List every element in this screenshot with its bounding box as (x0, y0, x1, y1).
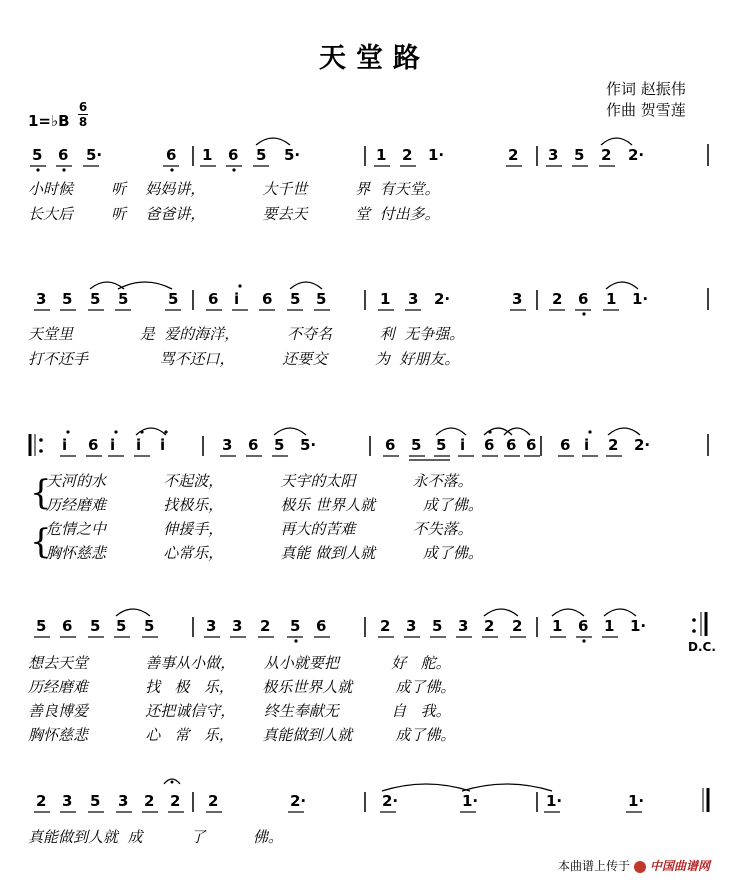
note: i (160, 436, 166, 454)
note: 6 (578, 617, 589, 635)
note: 1· (630, 617, 647, 635)
lyric-line: 小时候 听 妈妈讲， 大千世 界 有天堂。 (28, 180, 440, 198)
slur (436, 428, 466, 435)
lyric-line: 善良博爱 还把诚信守， 终生奉献无 自 我。 (28, 702, 451, 720)
repeat-dot (692, 618, 696, 622)
note: 6 (316, 617, 327, 635)
site-logo-icon (634, 861, 646, 873)
note: 2 (380, 617, 391, 635)
note: 5 (144, 617, 155, 635)
slur (504, 428, 530, 435)
slur (118, 282, 172, 289)
octave-dot-low (582, 639, 585, 642)
note: i (584, 436, 590, 454)
octave-dot-low (170, 168, 173, 171)
time-signature (78, 100, 88, 129)
note: 2 (402, 146, 413, 164)
note: 5 (36, 617, 47, 635)
note: i (136, 436, 142, 454)
slur (290, 282, 322, 289)
lyric-line: 危情之中 伸援手， 再大的苦难 不失落。 (46, 520, 473, 538)
note: 5 (62, 290, 73, 308)
octave-dot-high (66, 430, 69, 433)
note: 2 (601, 146, 612, 164)
slur (90, 282, 124, 289)
lyric-line: 历经磨难 找极乐， 极乐 世界人就 成了佛。 (46, 496, 483, 514)
note: 2· (628, 146, 645, 164)
note: i (110, 436, 116, 454)
slur (601, 138, 632, 145)
note: 5· (300, 436, 317, 454)
note: 1· (546, 792, 563, 810)
note: 1· (632, 290, 649, 308)
octave-dot-high (140, 430, 143, 433)
note: 2· (434, 290, 451, 308)
note: 5 (90, 792, 101, 810)
lyricist-credit: 作词 赵振伟 (606, 80, 686, 98)
note: 6 (208, 290, 219, 308)
song-title: 天堂路 (319, 43, 430, 74)
note: 6 (578, 290, 589, 308)
note: 5 (256, 146, 267, 164)
note: 2· (634, 436, 651, 454)
note: 2 (512, 617, 523, 635)
note: 3 (36, 290, 47, 308)
note: 5 (432, 617, 443, 635)
lyric-line: 真能做到人就 成 了 佛。 (28, 828, 283, 846)
note: 3 (458, 617, 469, 635)
lyric-line: 天堂里 是 爱的海洋， 不夺名 利 无争强。 (28, 325, 465, 343)
note: 1· (462, 792, 479, 810)
slur (604, 609, 636, 616)
fermata (164, 779, 180, 784)
composer-credit: 作曲 贺雪莲 (606, 101, 686, 119)
note: 5 (32, 146, 43, 164)
note: i (62, 436, 68, 454)
note: 5 (274, 436, 285, 454)
note: 3 (206, 617, 217, 635)
verse-brace: { (30, 522, 52, 562)
note: 6 (88, 436, 99, 454)
note: 5 (90, 290, 101, 308)
lyric-line: 天河的水 不起波， 天宇的太阳 永不落。 (46, 472, 473, 490)
note: 3 (62, 792, 73, 810)
da-capo-mark: D.C. (688, 640, 716, 654)
note: 2 (260, 617, 271, 635)
note: 6 (385, 436, 396, 454)
slur (484, 609, 518, 616)
slur (136, 428, 166, 435)
slur (462, 784, 552, 791)
octave-dot-low (582, 312, 585, 315)
slur (484, 428, 512, 435)
lyric-line: 打不还手 骂不还口， 还要交 为 好朋友。 (28, 350, 460, 368)
note: 5 (118, 290, 129, 308)
note: 5 (411, 436, 422, 454)
fermata-dot (171, 781, 174, 784)
note: 1 (376, 146, 387, 164)
note: 6 (248, 436, 259, 454)
note: 5 (290, 290, 301, 308)
slur (606, 282, 638, 289)
note: 2 (170, 792, 181, 810)
lyric-line: 长大后 听 爸爸讲， 要去天 堂 付出多。 (28, 205, 440, 223)
note: 2 (144, 792, 155, 810)
note: 1 (380, 290, 391, 308)
octave-dot-low (36, 168, 39, 171)
lyric-line: 想去天堂 善事从小做， 从小就要把 好 舵。 (28, 654, 451, 672)
note: 2 (508, 146, 519, 164)
note: 2· (382, 792, 399, 810)
lyric-line: 胸怀慈悲 心 常 乐， 真能做到人就 成了佛。 (28, 726, 456, 744)
lyric-line: 胸怀慈悲 心常乐， 真能 做到人就 成了佛。 (46, 544, 483, 562)
note: 6 (62, 617, 73, 635)
slur (608, 428, 640, 435)
footer-credit (558, 857, 710, 874)
octave-dot-low (62, 168, 65, 171)
note: 6 (262, 290, 273, 308)
note: 2 (608, 436, 619, 454)
note: 1 (604, 617, 615, 635)
slur (274, 428, 306, 435)
note: 6 (228, 146, 239, 164)
note: 3 (118, 792, 129, 810)
octave-dot-low (294, 639, 297, 642)
note: 5· (86, 146, 103, 164)
repeat-dot (692, 629, 696, 633)
note: 1 (606, 290, 617, 308)
note: 6 (560, 436, 571, 454)
octave-dot-high (164, 430, 167, 433)
slur (256, 138, 290, 145)
note: 5 (574, 146, 585, 164)
repeat-dot (39, 449, 43, 453)
note: 5 (290, 617, 301, 635)
note: 5 (316, 290, 327, 308)
time-denominator: 8 (78, 115, 88, 129)
note: 3 (408, 290, 419, 308)
note: 6 (58, 146, 69, 164)
note: 1 (552, 617, 563, 635)
note: 3 (222, 436, 233, 454)
note: 5· (284, 146, 301, 164)
note: i (460, 436, 466, 454)
note: 5 (90, 617, 101, 635)
verse-brace: { (30, 473, 52, 513)
slur (552, 609, 584, 616)
lyric-line: 历经磨难 找 极 乐， 极乐世界人就 成了佛。 (28, 678, 456, 696)
note: i (234, 290, 240, 308)
note: 1· (628, 792, 645, 810)
note: 3 (548, 146, 559, 164)
note: 1 (202, 146, 213, 164)
note: 5 (116, 617, 127, 635)
octave-dot-low (232, 168, 235, 171)
octave-dot-high (238, 284, 241, 287)
note: 2· (290, 792, 307, 810)
key-signature: 1=♭B (28, 112, 70, 130)
note: 6 (526, 436, 537, 454)
footer-brand: 中国曲谱网 (650, 859, 711, 873)
note: 2 (208, 792, 219, 810)
octave-dot-high (488, 430, 491, 433)
note: 2 (552, 290, 563, 308)
note: 6 (484, 436, 495, 454)
note: 1· (428, 146, 445, 164)
note: 6 (166, 146, 177, 164)
repeat-dot (39, 438, 43, 442)
note: 3 (232, 617, 243, 635)
footer-text: 本曲谱上传于 (558, 859, 631, 873)
note: 6 (506, 436, 517, 454)
note: 3 (406, 617, 417, 635)
note: 5 (436, 436, 447, 454)
note: 3 (512, 290, 523, 308)
note: 5 (168, 290, 179, 308)
slur (116, 609, 150, 616)
octave-dot-high (588, 430, 591, 433)
time-numerator: 6 (78, 100, 88, 114)
note: 2 (484, 617, 495, 635)
slur (382, 784, 470, 791)
octave-dot-high (114, 430, 117, 433)
note: 2 (36, 792, 47, 810)
